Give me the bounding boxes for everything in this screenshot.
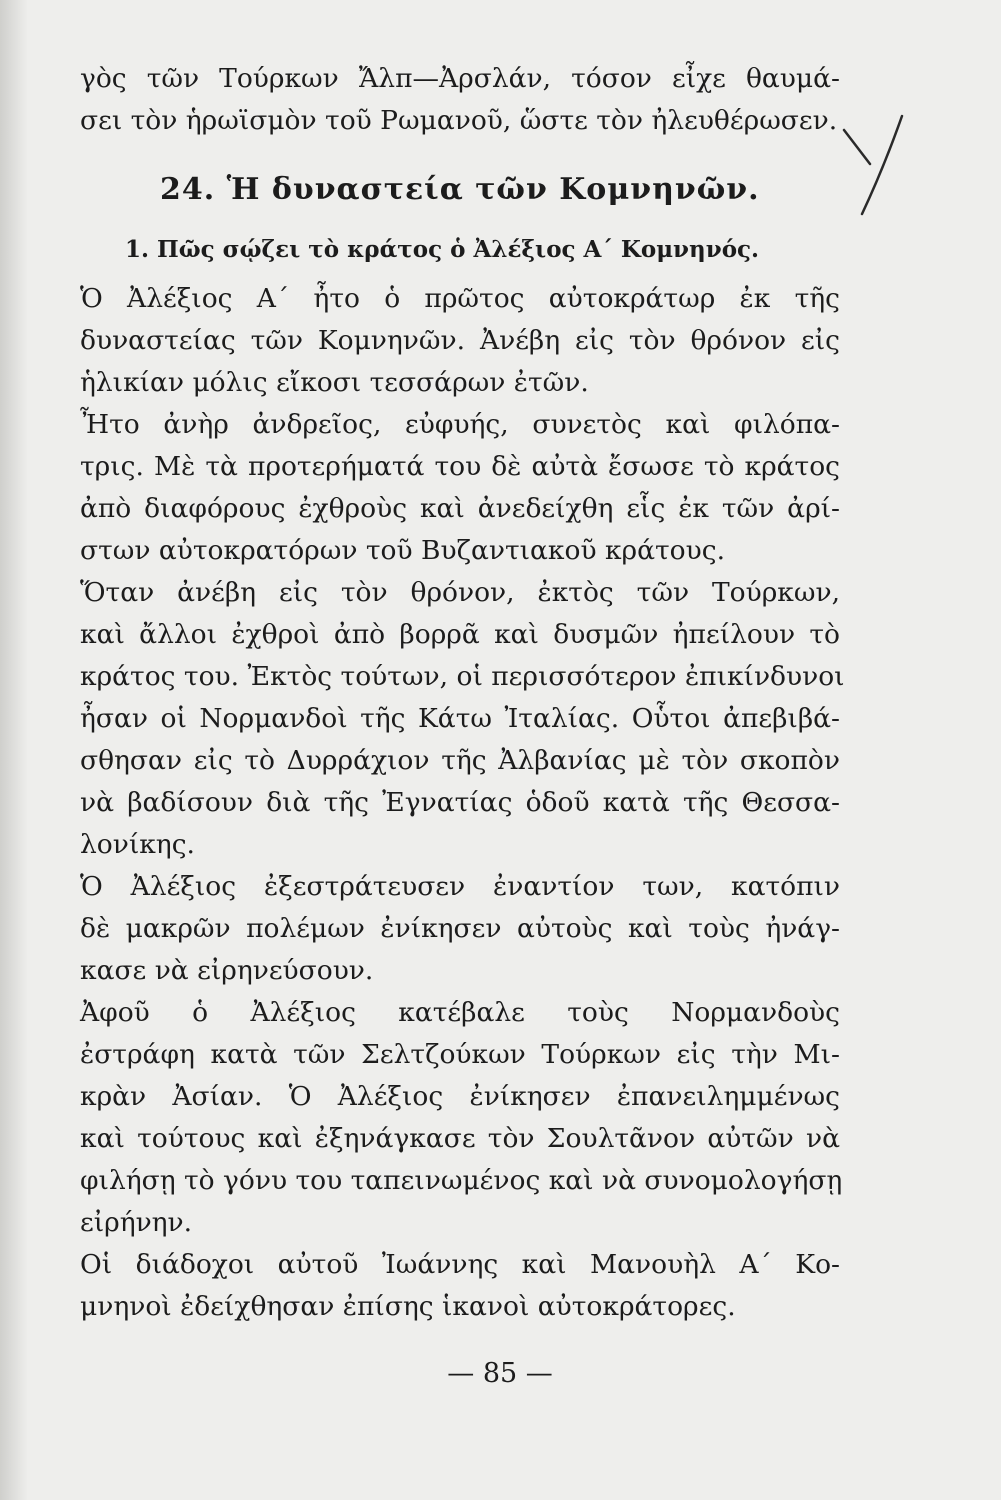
text-line: ἦσαν οἱ Νορμανδοὶ τῆς Κάτω Ἰταλίας. Οὗτοι ἀπεβιβά- xyxy=(80,703,840,734)
text-line: Ὁ Ἀλέξιος Α΄ ἦτο ὁ πρῶτος αὐτοκράτωρ ἐκ τῆς xyxy=(80,283,840,314)
text-line: στων αὐτοκρατόρων τοῦ Βυζαντιακοῦ κράτους. xyxy=(80,535,726,566)
text-line: σθησαν εἰς τὸ Δυρράχιον τῆς Ἀλβανίας μὲ τὸν σκοπὸν xyxy=(80,745,840,776)
page-number: — 85 — xyxy=(447,1358,553,1389)
text-line: κασε νὰ εἰρηνεύσουν. xyxy=(80,955,374,986)
text-line: γὸς τῶν Τούρκων Ἄλπ—Ἀρσλάν, τόσον εἶχε θαυμά- xyxy=(80,63,840,94)
text-line: Ὅταν ἀνέβη εἰς τὸν θρόνον, ἐκτὸς τῶν Τούρκων, xyxy=(80,577,840,608)
text-line: τρις. Μὲ τὰ προτερήματά του δὲ αὐτὰ ἔσωσε τὸ κράτος xyxy=(80,451,840,482)
text-line: εἰρήνην. xyxy=(80,1207,193,1238)
text-line: Ἦτο ἀνὴρ ἀνδρεῖος, εὐφυής, συνετὸς καὶ φιλόπα- xyxy=(80,409,840,440)
text-line: ἡλικίαν μόλις εἴκοσι τεσσάρων ἐτῶν. xyxy=(80,367,589,398)
text-line: δυναστείας τῶν Κομνηνῶν. Ἀνέβη εἰς τὸν θρόνον εἰς xyxy=(80,325,840,356)
text-line: φιλήσῃ τὸ γόνυ του ταπεινωμένος καὶ νὰ συνομολογήσῃ xyxy=(80,1165,843,1196)
text-line: κράτος του. Ἐκτὸς τούτων, οἱ περισσότερον ἐπικίνδυνοι xyxy=(80,661,845,692)
text-line: δὲ μακρῶν πολέμων ἐνίκησεν αὐτοὺς καὶ τοὺς ἠνάγ- xyxy=(80,913,840,944)
text-line: κρὰν Ἀσίαν. Ὁ Ἀλέξιος ἐνίκησεν ἐπανειλημμένως xyxy=(80,1081,840,1112)
text-line: μνηνοὶ ἐδείχθησαν ἐπίσης ἱκανοὶ αὐτοκράτορες. xyxy=(80,1291,736,1322)
section-heading: 24. Ἡ δυναστεία τῶν Κομνηνῶν. xyxy=(160,172,760,207)
handwritten-check-mark xyxy=(840,110,910,220)
text-line: Ἀφοῦ ὁ Ἀλέξιος κατέβαλε τοὺς Νορμανδοὺς xyxy=(80,997,840,1028)
text-line: ἀπὸ διαφόρους ἐχθροὺς καὶ ἀνεδείχθη εἷς ἐκ τῶν ἀρί- xyxy=(80,493,840,524)
subsection-heading: 1. Πῶς σῴζει τὸ κράτος ὁ Ἀλέξιος Α΄ Κομνηνός. xyxy=(125,236,760,263)
text-line: νὰ βαδίσουν διὰ τῆς Ἐγνατίας ὁδοῦ κατὰ τῆς Θεσσα- xyxy=(80,787,840,818)
text-line: σει τὸν ἡρωϊσμὸν τοῦ Ρωμανοῦ, ὥστε τὸν ἠλευθέρωσεν. xyxy=(80,105,838,136)
text-line: καὶ ἄλλοι ἐχθροὶ ἀπὸ βορρᾶ καὶ δυσμῶν ἠπείλουν τὸ xyxy=(80,619,840,650)
text-line: λονίκης. xyxy=(80,829,195,860)
text-line: καὶ τούτους καὶ ἐξηνάγκασε τὸν Σουλτᾶνον αὐτῶν νὰ xyxy=(80,1123,840,1154)
text-line: Οἱ διάδοχοι αὐτοῦ Ἰωάννης καὶ Μανουὴλ Α΄ Κο- xyxy=(80,1249,840,1280)
text-line: ἐστράφη κατὰ τῶν Σελτζούκων Τούρκων εἰς τὴν Μι- xyxy=(80,1039,840,1070)
text-line: Ὁ Ἀλέξιος ἐξεστράτευσεν ἐναντίον των, κατόπιν xyxy=(80,871,840,902)
page-spine-shadow xyxy=(0,0,28,1500)
